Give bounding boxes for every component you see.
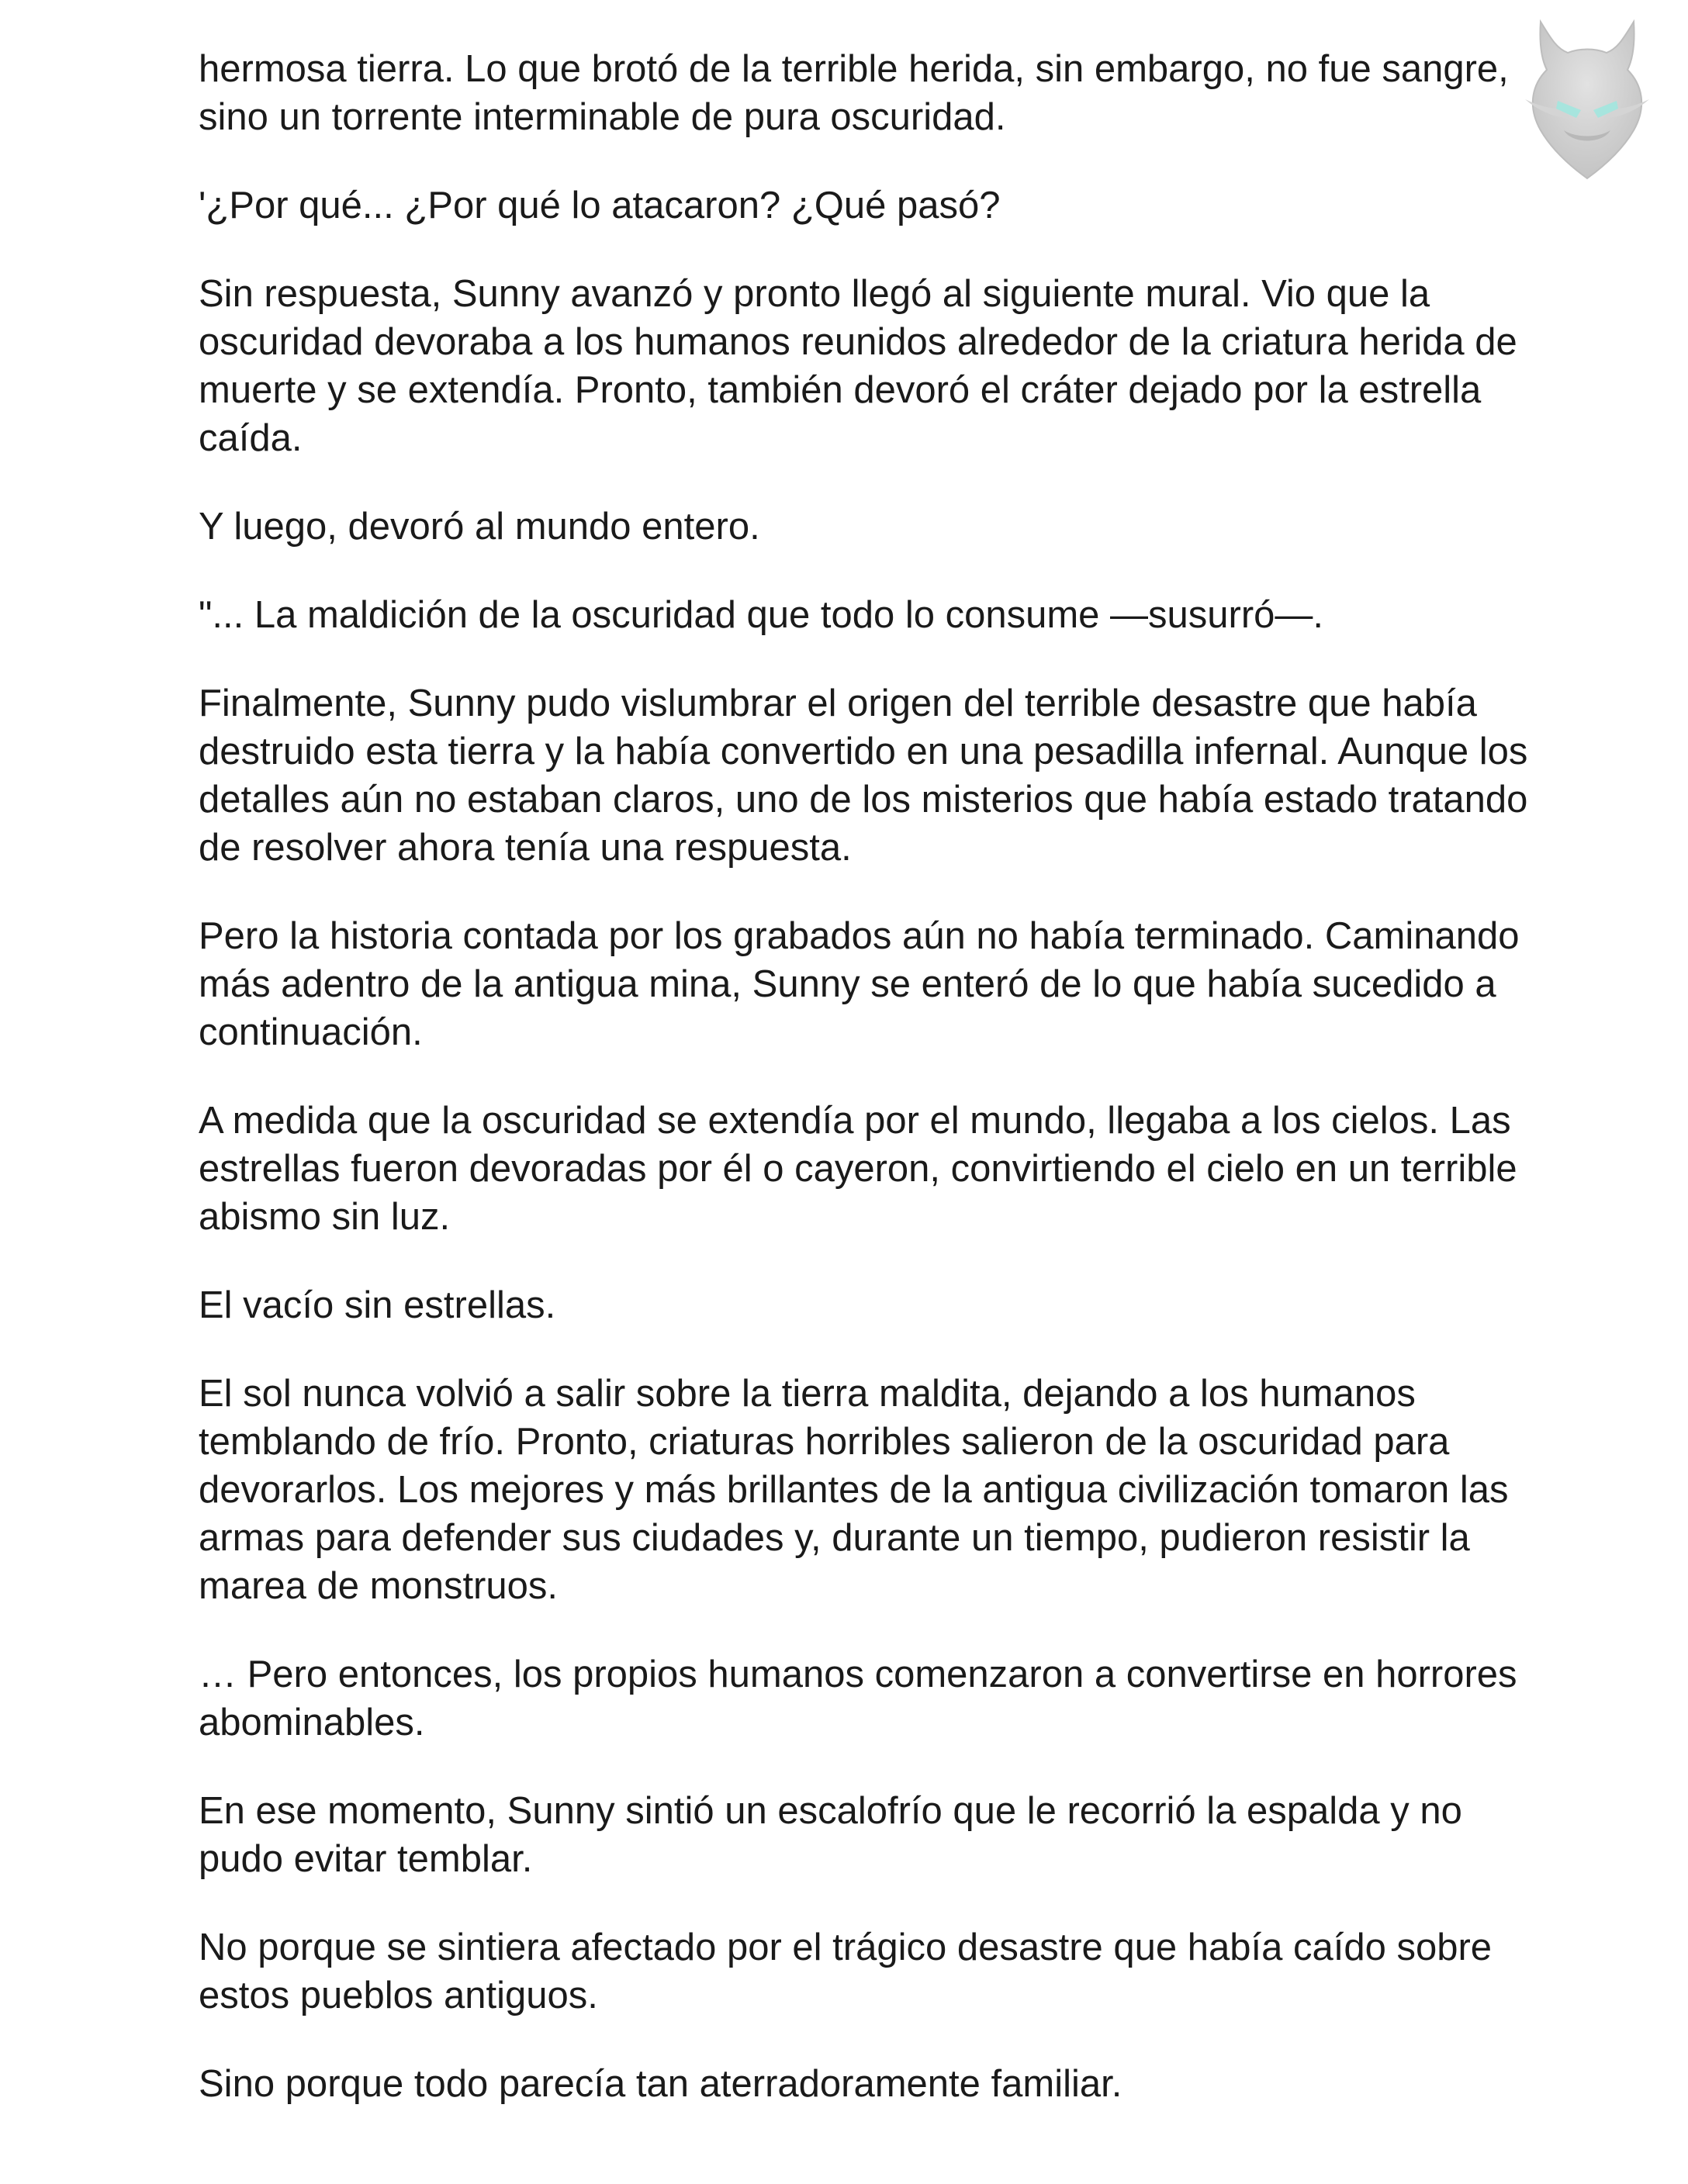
paragraph: El vacío sin estrellas. [199,1284,556,1326]
paragraph: Y luego, devoró al mundo entero. [199,506,760,548]
paragraph: Finalmente, Sunny pudo vislumbrar el origen del terrible desastre que había destruido esta tierra y la había convertido en una pesadilla infernal. Aunque los detalles aún no estaban claros, uno de los misterios que había estado tratando de resolver ahora tenía una respuesta. [199,682,1528,869]
paragraph: Sino porque todo parecía tan aterradoramente familiar. [199,2063,1122,2105]
demon-logo-icon [1510,14,1665,185]
paragraph: hermosa tierra. Lo que brotó de la terrible herida, sin embargo, no fue sangre, sino un torrente interminable de pura oscuridad. [199,48,1509,138]
paragraph: … Pero entonces, los propios humanos comenzaron a convertirse en horrores abominables. [199,1654,1517,1743]
paragraph: En ese momento, Sunny sintió un escalofrío que le recorrió la espalda y no pudo evitar temblar. [199,1790,1462,1880]
paragraph: Sin respuesta, Sunny avanzó y pronto llegó al siguiente mural. Vio que la oscuridad devoraba a los humanos reunidos alrededor de la criatura herida de muerte y se extendía. Pronto, también devoró el cráter dejado por la estrella caída. [199,273,1517,459]
paragraph: "... La maldición de la oscuridad que todo lo consume —susurró—. [199,594,1324,636]
paragraph: El sol nunca volvió a salir sobre la tierra maldita, dejando a los humanos temblando de frío. Pronto, criaturas horribles salieron de la oscuridad para devorarlos. Los mejores y más brillantes de la antigua civilización tomaron las armas para defender sus ciudades y, durante un tiempo, pudieron resistir la marea de monstruos. [199,1373,1509,1607]
paragraph: A medida que la oscuridad se extendía por el mundo, llegaba a los cielos. Las estrellas fueron devoradas por él o cayeron, convirtiendo el cielo en un terrible abismo sin luz. [199,1100,1517,1238]
paragraph: No porque se sintiera afectado por el trágico desastre que había caído sobre estos pueblos antiguos. [199,1927,1493,2016]
paragraph: Pero la historia contada por los grabados aún no había terminado. Caminando más adentro de la antigua mina, Sunny se enteró de lo que había sucedido a continuación. [199,915,1520,1053]
paragraph: '¿Por qué... ¿Por qué lo atacaron? ¿Qué pasó? [199,185,1001,226]
document-body [199,45,1533,2148]
